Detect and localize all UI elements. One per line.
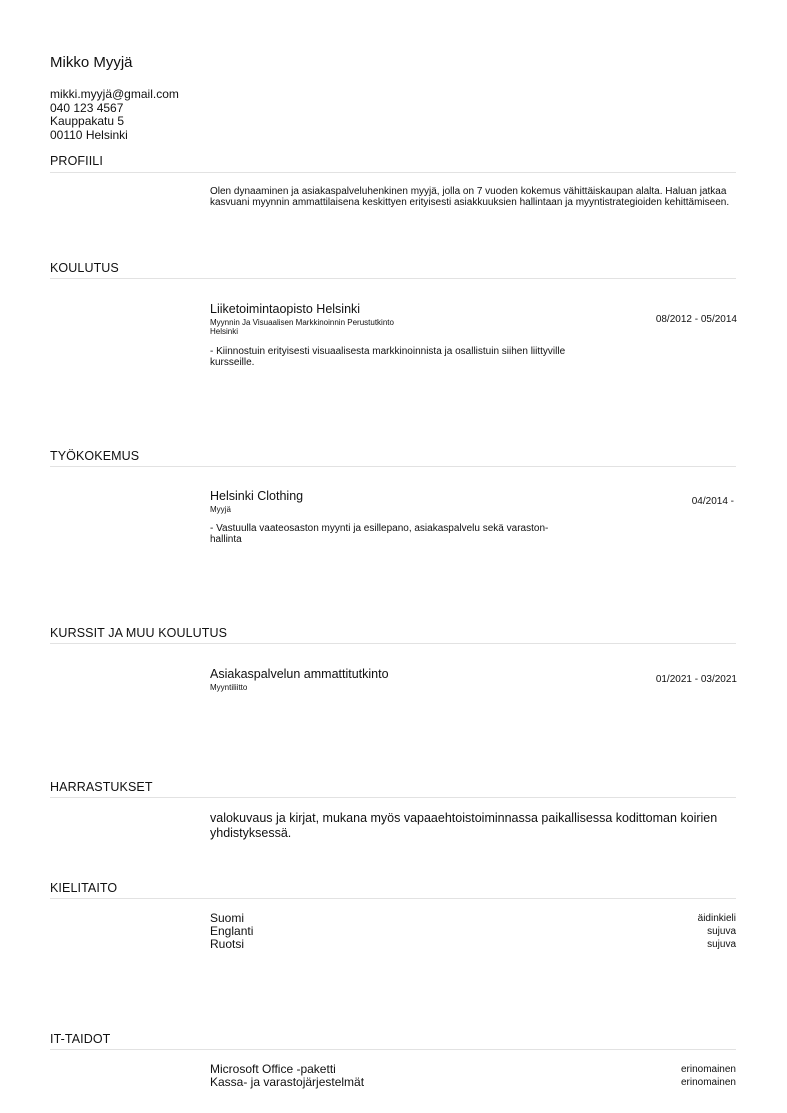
course-dates: 01/2021 - 03/2021 <box>655 674 737 685</box>
hobbies-text: valokuvaus ja kirjat, mukana myös vapaaehtoistoiminnassa paikallisessa kodittoman koirien yhdistyksessä. <box>210 811 718 840</box>
language-name: Englanti <box>210 924 254 938</box>
experience-dates: 04/2014 - <box>691 496 734 507</box>
experience-description: - Vastuulla vaateosaston myynti ja esillepano, asiakaspalvelu sekä varaston-hallinta <box>210 523 549 545</box>
experience-company: Helsinki Clothing <box>210 489 304 503</box>
experience-role: Myyjä <box>210 505 231 514</box>
course-name: Asiakaspalvelun ammattitutkinto <box>210 667 389 681</box>
section-divider <box>50 278 736 279</box>
education-location: Helsinki <box>210 327 239 336</box>
section-title-it-skills: IT-TAIDOT <box>50 1032 111 1046</box>
email-text: mikki.myyjä@gmail.com <box>50 87 179 101</box>
it-skill-row <box>210 1076 736 1089</box>
it-skill-level: erinomainen <box>680 1064 736 1075</box>
education-degree: Myynnin Ja Visuaalisen Markkinoinnin Perustutkinto <box>210 318 394 327</box>
it-skill-name: Kassa- ja varastojärjestelmät <box>210 1075 365 1089</box>
language-level: sujuva <box>707 939 736 950</box>
phone-text: 040 123 4567 <box>50 100 124 115</box>
section-title-courses: KURSSIT JA MUU KOULUTUS <box>50 626 228 640</box>
section-title-experience: TYÖKOKEMUS <box>50 449 140 463</box>
section-divider <box>50 1049 736 1050</box>
language-level: äidinkieli <box>697 913 736 924</box>
section-divider <box>50 172 736 173</box>
contact-block <box>50 88 179 142</box>
education-school: Liiketoimintaopisto Helsinki <box>210 302 361 316</box>
language-row <box>210 925 736 938</box>
person-name: Mikko Myyjä <box>50 54 133 71</box>
section-divider <box>50 797 736 798</box>
section-title-education: KOULUTUS <box>50 261 119 275</box>
language-row <box>210 912 736 925</box>
section-divider <box>50 643 736 644</box>
profile-text: Olen dynaaminen ja asiakaspalveluhenkinen myyjä, jolla on 7 vuoden kokemus vähittäiskaupan alalta. Haluan jatkaa kasvuani myynnin ammattilaisena keskittyen erityisesti asiakkuuksien hallintaan ja myyntistrategioiden kehittämiseen. <box>210 186 730 208</box>
education-description: - Kiinnostuin erityisesti visuaalisesta markkinoinnista ja osallistuin siihen liittyville kursseille. <box>210 346 566 368</box>
it-skill-level: erinomainen <box>680 1077 736 1088</box>
section-divider <box>50 898 736 899</box>
education-dates: 08/2012 - 05/2014 <box>655 314 737 325</box>
section-divider <box>50 466 736 467</box>
section-title-profile: PROFIILI <box>50 154 103 168</box>
language-level: sujuva <box>707 926 736 937</box>
language-name: Ruotsi <box>210 937 245 951</box>
section-title-languages: KIELITAITO <box>50 881 118 895</box>
language-name: Suomi <box>210 911 245 925</box>
city-text: 00110 Helsinki <box>50 127 128 142</box>
street-text: Kauppakatu 5 <box>50 114 125 128</box>
section-title-hobbies: HARRASTUKSET <box>50 780 153 794</box>
it-skill-name: Microsoft Office -paketti <box>210 1062 336 1076</box>
course-provider: Myyntiliitto <box>210 683 248 692</box>
language-row <box>210 938 736 951</box>
